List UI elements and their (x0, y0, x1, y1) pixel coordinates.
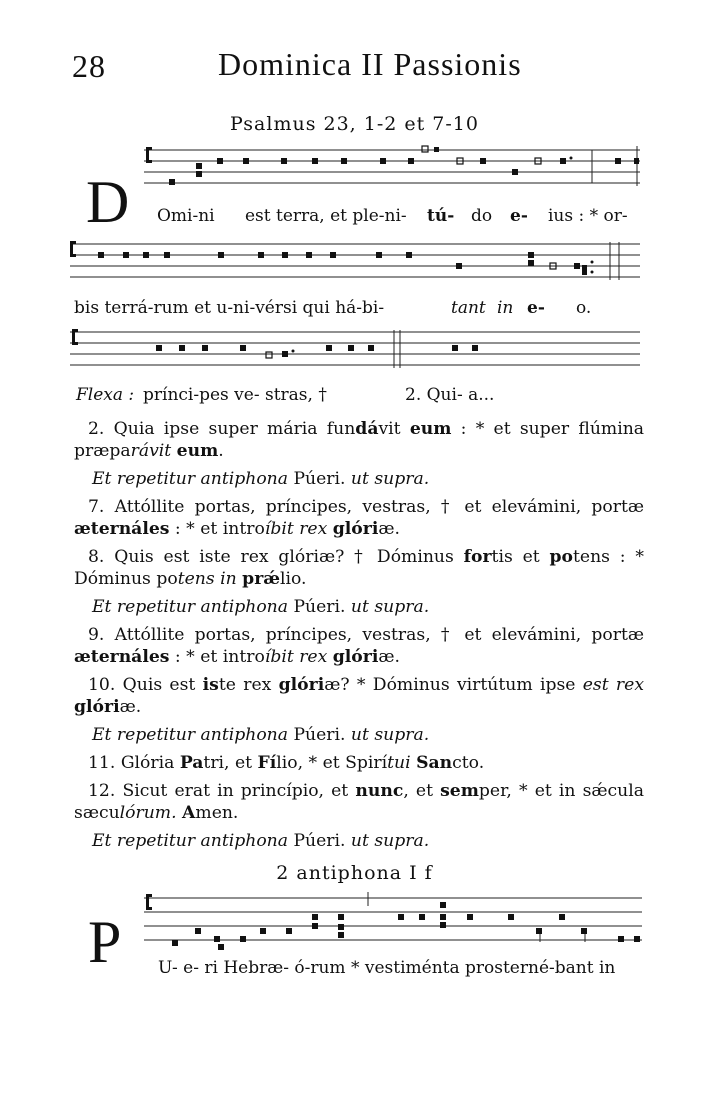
flexa-text: prínci-pes ve- stras, † (143, 385, 327, 405)
music-staff-1 (140, 138, 645, 208)
psalm-lyric-e2: e- (527, 298, 545, 318)
verse-text: tri, et (203, 753, 258, 773)
drop-initial-p: P (88, 909, 122, 975)
rubric-text: ut supra. (345, 725, 430, 745)
psalm-lyric-omini: Omi-ni (157, 206, 215, 226)
verse-number: 9. (88, 625, 105, 645)
rubric-repeat-4 (74, 830, 644, 852)
verse-2 (74, 418, 644, 462)
psalm-lyric-in: in (497, 298, 514, 318)
rubric-incipit: Púeri. (293, 831, 346, 851)
verse-text: te rex (218, 675, 279, 695)
rubric-text: ut supra. (345, 469, 430, 489)
rubric-incipit: Púeri. (293, 597, 346, 617)
psalm-lyric-tu: tú- (427, 206, 455, 226)
rubric-repeat-2 (74, 596, 644, 618)
verse-8 (74, 546, 644, 590)
verse-7 (74, 496, 644, 540)
flexa-label: Flexa : (76, 385, 135, 405)
verse-text: lio. (280, 569, 307, 589)
verse-10 (74, 674, 644, 718)
rubric-repeat-3 (74, 724, 644, 746)
verse-text: Attóllite portas, príncipes, vestras, † et elevámini, portæ (114, 625, 645, 645)
verse-accent: Fí (257, 753, 277, 773)
verse-text: tens : * Dóminus po (74, 547, 644, 589)
verse-number: 11. (88, 753, 116, 773)
verse-text: vit (378, 419, 410, 439)
verse-italic: rávit (130, 441, 172, 461)
verse-accent: for (463, 547, 492, 567)
verse-text: Quia ipse super mária fun (113, 419, 356, 439)
verse-text: Attóllite portas, príncipes, vestras, † et elevámini, portæ (114, 497, 645, 517)
rubric-incipit: Púeri. (293, 725, 346, 745)
psalm-lyric-ius: ius : * or- (548, 206, 628, 226)
verse-text: : * et super flúmina præpa (74, 419, 645, 461)
verse-italic: íbit rex (264, 519, 328, 539)
verse-text: . (218, 441, 224, 461)
antiphon-heading: 2 antiphona I f (276, 862, 433, 884)
drop-initial-d: D (86, 169, 130, 235)
verse-text: lio, * et Spirí (276, 753, 388, 773)
verse-text: Quis est (122, 675, 203, 695)
verse-accent: nunc (355, 781, 404, 801)
rubric-text: ut supra. (345, 597, 430, 617)
verse-number: 8. (88, 547, 105, 567)
music-staff-3 (68, 320, 645, 382)
verse-text: : * et intro (169, 519, 265, 539)
verse-accent: glóri (332, 519, 379, 539)
verse-accent: dá (355, 419, 379, 439)
verse-italic: est rex (582, 675, 645, 695)
verse-text: tis et (491, 547, 550, 567)
verse-accent: æternáles (74, 647, 170, 667)
rubric-text: Et repetitur antiphona (92, 469, 294, 489)
verse-text: Glória (120, 753, 180, 773)
verse-text: cto. (452, 753, 485, 773)
psalm-heading: Psalmus 23, 1-2 et 7-10 (230, 113, 479, 135)
verse-italic: lórum. (119, 803, 177, 823)
psalm-lyric-tant: tant (451, 298, 486, 318)
verse-accent: prǽ (242, 569, 281, 589)
music-staff-4 (140, 884, 647, 956)
rubric-text: ut supra. (345, 831, 430, 851)
verse-text: æ. (378, 519, 400, 539)
psalm-lyric-est-terra: est terra, et ple-ni- (245, 206, 407, 226)
verse-accent: glóri (332, 647, 379, 667)
verse-11 (74, 752, 644, 774)
verse-number: 12. (88, 781, 116, 801)
verse-accent: eum (409, 419, 452, 439)
rubric-text: Et repetitur antiphona (92, 597, 294, 617)
rubric-text: Et repetitur antiphona (92, 831, 294, 851)
verse-text: Quis est iste rex glóriæ? † Dóminus (114, 547, 464, 567)
verse-accent: Pa (179, 753, 204, 773)
psalm-lyric-bis: bis terrá-rum et u-ni-vérsi qui há-bi- (74, 298, 385, 318)
verse-accent: æternáles (74, 519, 170, 539)
verses-block (74, 418, 644, 858)
verse-number: 7. (88, 497, 105, 517)
verse-text: æ. (119, 697, 142, 717)
verse-text: : * et intro (169, 647, 265, 667)
verse-9 (74, 624, 644, 668)
verse-accent: A (182, 803, 196, 823)
psalm-lyric-do: do (471, 206, 493, 226)
verse-accent: is (202, 675, 219, 695)
verse-accent: glóri (74, 697, 120, 717)
verse-text: æ. (378, 647, 400, 667)
verse-accent: sem (440, 781, 479, 801)
running-title: Dominica II Passionis (218, 46, 522, 82)
rubric-repeat-1 (74, 468, 644, 490)
verse-text: Sicut erat in princípio, et (122, 781, 356, 801)
rubric-incipit: Púeri. (293, 469, 346, 489)
rubric-text: Et repetitur antiphona (92, 725, 294, 745)
psalm-lyric-e: e- (510, 206, 528, 226)
verse-accent: eum (176, 441, 219, 461)
verse-italic: tens in (177, 569, 237, 589)
antiphon-lyrics: U- e- ri Hebræ- ó-rum * vestiménta prosterné-bant in (158, 958, 616, 978)
verse-text: men. (195, 803, 239, 823)
verse-accent: po (549, 547, 573, 567)
music-staff-2 (68, 232, 645, 294)
verse-accent: glóri (278, 675, 325, 695)
verse-text: per, * et in sǽcula sæcu (74, 781, 644, 823)
verse-number: 10. (88, 675, 116, 695)
verse-12 (74, 780, 644, 824)
verse-accent: San (416, 753, 453, 773)
verse-italic: tui (387, 753, 411, 773)
qui-a-lyric: 2. Qui- a... (405, 385, 495, 405)
verse-italic: íbit rex (264, 647, 328, 667)
verse-text: æ? * Dóminus virtútum ipse (324, 675, 583, 695)
verse-number: 2. (88, 419, 105, 439)
psalm-lyric-o: o. (576, 298, 592, 318)
page-number: 28 (72, 48, 106, 84)
verse-text: , et (403, 781, 441, 801)
